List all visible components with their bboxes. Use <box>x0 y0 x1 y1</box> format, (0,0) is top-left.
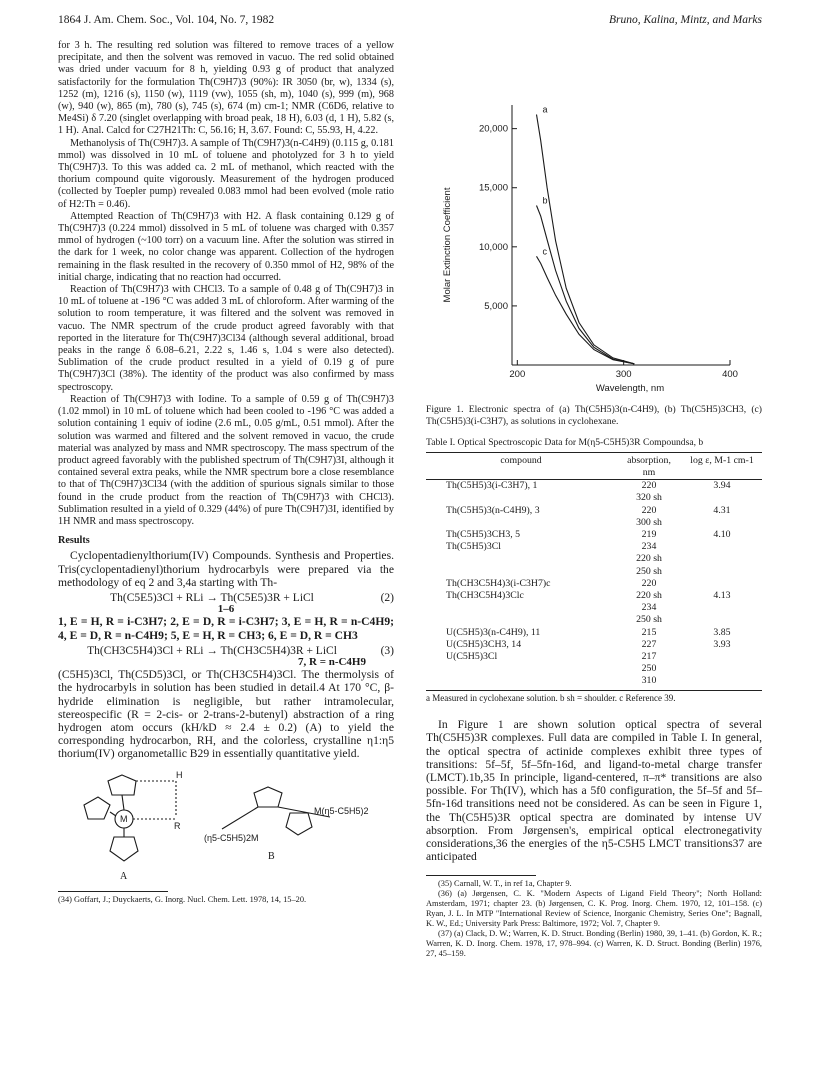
table-cell <box>682 578 762 590</box>
table-cell <box>426 614 616 626</box>
table-cell: 300 sh <box>636 516 662 528</box>
y-tick-label: 15,000 <box>478 182 508 194</box>
header-right: Bruno, Kalina, Mintz, and Marks <box>608 14 762 26</box>
equation-number: (3) <box>380 644 394 657</box>
table-header: log ε, M-1 cm-1 <box>690 454 754 466</box>
y-tick-label: 5,000 <box>484 300 508 312</box>
table-header: absorption, nm <box>627 454 671 478</box>
table-cell <box>426 602 616 614</box>
curve-label-a: a <box>542 104 548 115</box>
table-cell <box>426 675 616 687</box>
table-cell: 234 <box>641 602 657 614</box>
section-heading: Results <box>58 535 90 547</box>
table-cell: U(C5H5)3(n-C4H9), 11 <box>446 626 541 638</box>
table-cell: 3.85 <box>713 626 731 638</box>
table-row <box>426 541 762 553</box>
structure-b-label: B <box>268 850 275 862</box>
figure-1-chart <box>430 95 760 401</box>
cp-ring-left <box>84 797 110 819</box>
table-cell: 215 <box>641 626 657 638</box>
table-header: compound <box>500 454 542 466</box>
table-row <box>426 566 762 578</box>
table-row <box>426 614 762 626</box>
cp-ring-bottom <box>110 837 138 861</box>
table-cell: 250 sh <box>636 565 662 577</box>
equation-text: Th(C5E5)3Cl + RLi → Th(C5E5)3R + LiCl <box>110 591 314 604</box>
table-cell: 3.94 <box>713 480 731 492</box>
equation-defs: 1, E = H, R = i-C3H7; 2, E = D, R = i-C3H7; 3, E = H, R = n-C4H9; 4, E = D, R = n-C4H9; 5, E = H, R = CH3; 6, E = D, R = CH3 <box>58 615 394 642</box>
table-row <box>426 529 762 541</box>
table-cell <box>682 566 762 578</box>
ring-label-left: (η5-C5H5)2M <box>204 832 259 843</box>
table-row <box>426 602 762 614</box>
paragraph: In Figure 1 are shown solution optical spectra of several Th(C5H5)3R complexes. Full data are compiled in Table I. In general, the optical spectra of actinide complexes exhibit three types of transitions: 5f–5f, 5f–5fn-16d, and ligand-to-metal charge transfer (LMCT).1b,35 In principle, ligand-centered, π–π* transitions are also possible. For Th(IV), which has a 5f0 configuration, the 5f–5f and 5f–5fn-16d transitions need not be considered. As can be seen in Figure 1, the Th(C5H5)3R optical spectra are dominated by intense UV absorption. From Jørgensen's, empirical optical electronegativity considerations,36 the energies of the η5-C5H5 LMCT transitions37 are anticipated <box>426 718 762 864</box>
table-row <box>426 590 762 602</box>
table-row <box>426 480 762 492</box>
paragraph: Reaction of Th(C9H7)3 with CHCl3. To a sample of 0.48 g of Th(C9H7)3 in 10 mL of toluene at -196 °C was added 3 mL of chloroform. After warming of the solution to room temperature, it was filtered and the solvent was removed in vacuo. The NMR spectrum of the crude product agreed favorably with that reported in the literature for Th(C9H7)3Cl34 (although several additional, broad peaks in the range δ 6.08–6.21, 2.22 s, 1.46 s, 1.04 s were also detected). Sublimation of the crude product resulted in a yield of 0.19 g of pure Th(C9H7)3Cl (38%). The identity of the product was also confirmed by mass spectroscopy. <box>58 284 394 393</box>
running-header <box>58 14 762 30</box>
table-cell <box>682 492 762 504</box>
curve-label-c: c <box>542 246 547 257</box>
table-cell: U(C5H5)3CH3, 14 <box>446 638 522 650</box>
table-row <box>426 505 762 517</box>
table-row <box>426 578 762 590</box>
right-column <box>426 404 762 959</box>
table-cell <box>426 517 616 529</box>
table-1 <box>426 453 762 688</box>
y-axis-label: Molar Extinction Coefficient <box>442 187 453 303</box>
paragraph: Attempted Reaction of Th(C9H7)3 with H2. A flask containing 0.129 g of Th(C9H7)3 (0.224 mmol) dissolved in 5 mL of toluene was charged with 0.357 mmol of hydrogen (~100 torr) on a vacuum line. After the solution was stirred in the dark for 1 week, no color change was apparent. Collection of the hydrogen remaining in the flask resulted in the recovery of 0.350 mmol of H2, 98% of the initial charge, indicating that no reaction had occurred. <box>58 210 394 283</box>
paragraph: for 3 h. The resulting red solution was filtered to remove traces of a yellow precipitate, and then the solvent was removed in vacuo. The red solid obtained was dried under vacuum for 8 h, yielding 0.93 g of product that analyzed satisfactorily for the formulation Th(C9H7)3 (90%): IR 3050 (br, w), 1334 (s), 1252 (m), 1216 (s), 1150 (w), 1119 (vw), 1055 (sh, m), 1040 (s), 999 (m), 968 (w), 940 (w), 865 (m), 780 (s), 745 (s), 674 (m) cm-1; NMR (C6D6, relative to Me4Si) δ 7.20 (singlet overlapping with broad peak, 18 H), 6.03 (d, 1 H), 5.82 (s, 1 H). Anal. Calcd for C27H21Th: C, 56.16; H, 3.67. Found: C, 55.93, H, 4.22. <box>58 40 394 137</box>
table-cell: 250 <box>641 663 657 675</box>
left-column <box>58 40 394 905</box>
cp-ring-b-top <box>254 787 282 807</box>
table-cell <box>682 517 762 529</box>
table-cell <box>426 492 616 504</box>
table-cell <box>682 675 762 687</box>
table-row <box>426 553 762 565</box>
footnotes-right <box>426 879 762 959</box>
x-tick-label: 200 <box>509 369 526 380</box>
footnote: (35) Carnall, W. T., in ref 1a, Chapter 9. <box>438 879 572 889</box>
table-cell <box>682 602 762 614</box>
table-cell: 320 sh <box>636 492 662 504</box>
table-cell <box>682 614 762 626</box>
table-cell: Th(C5H5)3(i-C3H7), 1 <box>446 480 538 492</box>
spectrum-curve-c <box>537 256 635 364</box>
header-left: 1864 J. Am. Chem. Soc., Vol. 104, No. 7, 1982 <box>58 14 275 26</box>
results-intro: Cyclopentadienylthorium(IV) Compounds. Synthesis and Properties. Tris(cyclopentadienyl)thorium hydrocarbyls were prepared via the methodology of eq 2 and 3,4a starting with Th- <box>58 549 394 589</box>
table-cell <box>426 566 616 578</box>
footnote: (36) (a) Jørgensen, C. K. "Modern Aspects of Ligand Field Theory"; North Holland: Amsterdam, 1971; chapter 23. (b) Jørgensen, C. K. Prog. Inorg. Chem. 1970, 12, 101–158. (c) Ryan, J. L. In MTP "International Review of Science, Inorganic Chemistry, Series One"; Bagnall, K. W., Ed.; University Park Press: Baltimore, 1972; Vol. 7, Chapter 9. <box>426 889 762 929</box>
table-cell: Th(C5H5)3Cl <box>446 541 501 553</box>
table-cell <box>682 651 762 663</box>
table-cell <box>682 553 762 565</box>
table-row <box>426 517 762 529</box>
y-tick-label: 20,000 <box>478 123 508 135</box>
y-tick-label: 10,000 <box>478 241 508 253</box>
table-cell: 219 <box>641 529 657 540</box>
table-cell: 220 sh <box>636 553 662 565</box>
table-row <box>426 651 762 663</box>
table-cell: 220 sh <box>636 590 662 602</box>
table-cell: U(C5H5)3Cl <box>446 651 498 663</box>
ring-label-right: M(η5-C5H5)2 <box>314 805 369 816</box>
hydrogen-label: H <box>176 769 183 780</box>
table-cell <box>426 553 616 565</box>
paragraph: (C5H5)3Cl, Th(C5D5)3Cl, or Th(CH3C5H4)3Cl. The thermolysis of the hydrocarbyls in solution has been studied in detail.4 At 170 °C, β-hydride elimination is negligible, but rather intramolecular, stereospecific (R = 2-cis- or 2-trans-2-butenyl) abstraction of a ring hydrogen atom occurs (kH/kD ≈ 2.4 ± 0.2) (A) to yield the corresponding hydrocarbon, RH, and the colorless, crystalline η1:η5 thorium(IV) organometallic B29 in essentially quantitative yield. <box>58 668 394 761</box>
table-cell: 4.10 <box>713 529 731 540</box>
table-cell: 227 <box>641 638 657 650</box>
table-row <box>426 675 762 687</box>
table-cell: 217 <box>641 651 657 663</box>
table-cell: 4.31 <box>713 504 731 516</box>
footnote: (34) Goffart, J.; Duyckaerts, G. Inorg. Nucl. Chem. Lett. 1978, 14, 15–20. <box>58 894 307 904</box>
paragraph: Methanolysis of Th(C9H7)3. A sample of Th(C9H7)3(n-C4H9) (0.115 g, 0.181 mmol) was dissolved in 10 mL of toluene and photolyzed for 3 h to yield Th(C9H7)3. To this was added ca. 2 mL of methanol, which reacted with the thorium compound quite vigorously. Measurement of the hydrogen produced (collected by Toepler pump) revealed 0.083 mmol had been evolved (mole ratio of H2:Th = 0.46). <box>58 137 394 210</box>
x-tick-label: 400 <box>722 369 738 380</box>
table-cell: 220 <box>641 504 657 516</box>
figure-caption: Figure 1. Electronic spectra of (a) Th(C5H5)3(n-C4H9), (b) Th(C5H5)3CH3, (c) Th(C5H5)3(i-C3H7), as solutions in cyclohexane. <box>426 404 762 427</box>
table-row <box>426 627 762 639</box>
spectrum-curve-a <box>537 115 635 364</box>
table-cell <box>682 663 762 675</box>
table-cell <box>426 663 616 675</box>
cp-ring-b-right <box>286 813 312 835</box>
x-axis-label: Wavelength, nm <box>595 383 665 394</box>
table-row <box>426 663 762 675</box>
footnote: (37) (a) Clack, D. W.; Warren, K. D. Struct. Bonding (Berlin) 1980, 39, 1–41. (b) Gordon, K. R.; Warren, K. D. Inorg. Chem. 1978, 17, 978–994. (c) Warren, K. D. Struct. Bonding (Berlin) 1976, 27, 45–159. <box>426 929 762 959</box>
structures-a-b <box>58 767 394 885</box>
spectrum-curve-b <box>537 206 635 364</box>
table-title: Table I. Optical Spectroscopic Data for M(η5-C5H5)3R Compoundsa, b <box>426 437 704 449</box>
table-cell: Th(C5H5)3CH3, 5 <box>446 529 521 540</box>
table-cell: 220 <box>641 480 657 492</box>
table-cell: Th(CH3C5H4)3(i-C3H7)c <box>446 577 551 589</box>
metal-label-a: M <box>120 813 128 824</box>
table-footnote: a Measured in cyclohexane solution. b sh = shoulder. c Reference 39. <box>426 692 676 703</box>
equation-under: 1–6 <box>217 603 235 616</box>
table-cell: 250 sh <box>636 614 662 626</box>
table-cell: 310 <box>641 675 657 687</box>
equation-number: (2) <box>380 591 394 604</box>
table-cell: 234 <box>641 541 657 553</box>
table-cell: 4.13 <box>713 590 731 602</box>
table-cell: Th(CH3C5H4)3Clc <box>446 590 524 602</box>
structure-a-label: A <box>120 870 128 882</box>
table-row <box>426 639 762 651</box>
table-cell: 220 <box>641 577 657 589</box>
curve-label-b: b <box>542 195 548 206</box>
table-cell <box>682 541 762 553</box>
r-label: R <box>174 820 181 831</box>
equation-text: Th(CH3C5H4)3Cl + RLi → Th(CH3C5H4)3R + LiCl <box>87 644 337 657</box>
cp-ring-top <box>108 775 136 795</box>
table-row <box>426 492 762 504</box>
x-tick-label: 300 <box>615 369 632 380</box>
table-cell: Th(C5H5)3(n-C4H9), 3 <box>446 504 540 516</box>
paragraph: Reaction of Th(C9H7)3 with Iodine. To a sample of 0.59 g of Th(C9H7)3 (1.02 mmol) in 10 mL of toluene which had been cooled to -196 °C was added a solution containing 1 equiv of iodine (2.6 mL, 0.05 g/mL, 0.51 mmol). After the solution was warmed and filtered and the solvent removed in vacuo, the crude material was analyzed by mass and NMR spectroscopy. The mass spectrum of the product agreed favorably with the published spectrum of Th(C9H7)3I, although it contained several extra peaks, while the NMR spectrum bore a close resemblance to that of Th(C9H7)3Cl34 (with the addition of spurious signals similar to those found in the crude product from the reaction of Th(C9H7)3 with CHCl3). Sublimation resulted in a yield of 0.329 (44%) of pure Th(C9H7)3I, identified by 1H NMR and mass spectroscopy. <box>58 393 394 527</box>
equation-under: 7, R = n-C4H9 <box>298 655 366 668</box>
table-cell: 3.93 <box>713 638 731 650</box>
